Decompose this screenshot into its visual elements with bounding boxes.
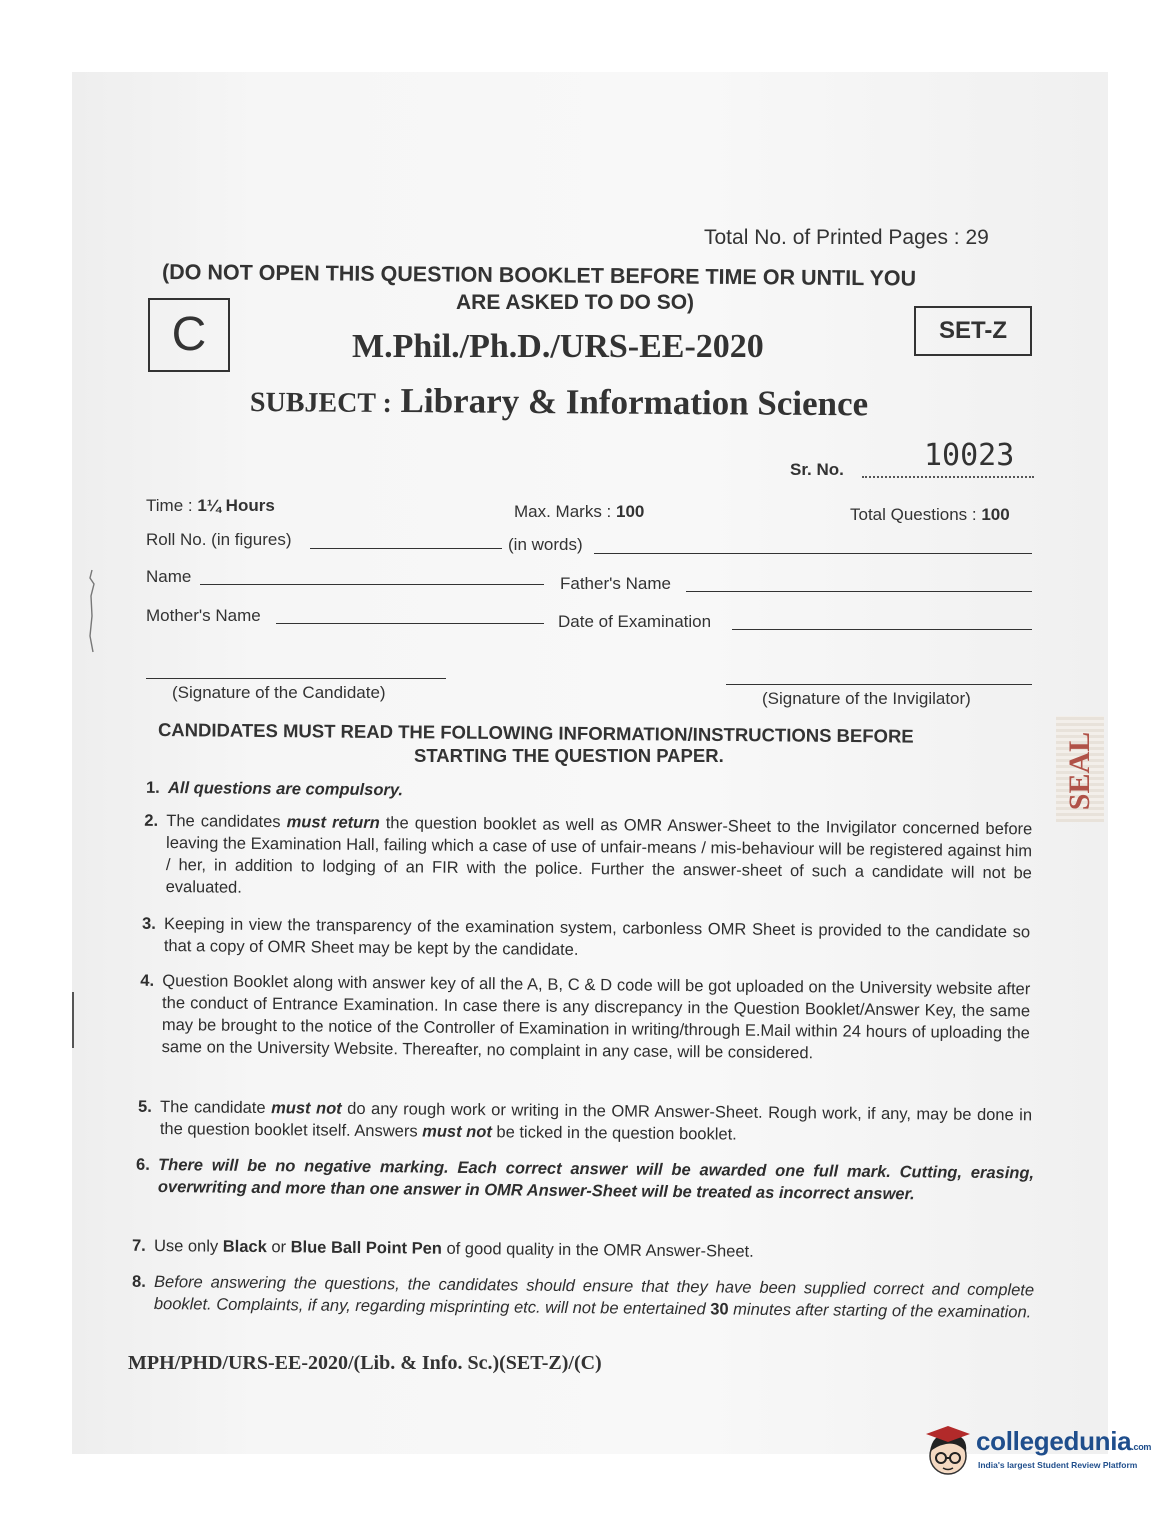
- instruction-number: 2.: [144, 811, 159, 830]
- total-q-label: Total Questions :: [850, 505, 982, 524]
- instruction-5-text-e: be ticked in the question booklet.: [491, 1123, 737, 1144]
- instruction-7-text-e: of good quality in the OMR Answer-Sheet.: [441, 1239, 754, 1261]
- instructions-heading-2: STARTING THE QUESTION PAPER.: [414, 745, 724, 766]
- name-label: Name: [146, 567, 192, 586]
- pen-mark: [82, 566, 102, 656]
- booklet-code: C: [171, 308, 207, 361]
- total-questions-info: [850, 505, 1010, 525]
- mascot-icon: [918, 1422, 978, 1482]
- date-exam-label: Date of Examination: [558, 612, 712, 631]
- collegedunia-logo: [918, 1420, 1168, 1510]
- instruction-8-text-a: Before answering the questions, the candidates should ensure that they have been supplied correct and complete booklet. Complaints, if any, regarding misprinting etc. will not be entertained: [153, 1273, 1035, 1319]
- instruction-5-emphasis-2: must not: [422, 1122, 492, 1142]
- candidate-signature-line[interactable]: [146, 678, 446, 679]
- warning-line-2: ARE ASKED TO DO SO): [456, 291, 695, 314]
- seal-strip: [1056, 716, 1104, 822]
- father-name-field[interactable]: [686, 591, 1032, 592]
- booklet-code-box: [148, 298, 230, 372]
- instruction-6: [136, 1154, 1035, 1206]
- instruction-3: [142, 913, 1031, 965]
- father-name-label: Father's Name: [560, 574, 671, 593]
- set-box: [914, 306, 1032, 356]
- instruction-2-emphasis: must return: [286, 813, 380, 833]
- time-label: Time :: [146, 496, 198, 515]
- instruction-2-text-a: The candidates: [166, 812, 287, 832]
- date-exam-field[interactable]: [732, 629, 1032, 630]
- instruction-8-text-c: minutes after starting of the examination.: [728, 1300, 1032, 1322]
- instruction-5-emphasis-1: must not: [271, 1099, 342, 1118]
- instruction-3-text: Keeping in view the transparency of the examination system, carbonless OMR Sheet is provided to the candidate so that a copy of OMR Sheet may be kept by the candidate.: [163, 915, 1031, 959]
- instruction-7-text-a: Use only: [153, 1237, 223, 1256]
- subject-name: Library & Information Science: [400, 381, 869, 424]
- instruction-2: [144, 810, 1033, 906]
- instruction-5-text-c: do any rough work or writing in the OMR Answer-Sheet. Rough work, if any, may be done in the question booklet itself. Answers: [159, 1099, 1033, 1141]
- warning-line-1: (DO NOT OPEN THIS QUESTION BOOKLET BEFORE TIME OR UNTIL YOU: [161, 260, 917, 291]
- instruction-number: 1.: [145, 778, 160, 797]
- instruction-number: 7.: [131, 1236, 146, 1255]
- instruction-5-text-a: The candidate: [160, 1098, 272, 1118]
- total-pages: Total No. of Printed Pages : 29: [704, 226, 989, 249]
- brand-suffix: .com: [1131, 1442, 1152, 1452]
- roll-figures-field[interactable]: [310, 548, 502, 549]
- mother-name-label: Mother's Name: [146, 606, 261, 625]
- instructions-heading-1: CANDIDATES MUST READ THE FOLLOWING INFORMATION/INSTRUCTIONS BEFORE: [157, 719, 914, 747]
- instruction-5: [138, 1096, 1033, 1148]
- instruction-1-text: All questions are compulsory.: [167, 779, 404, 800]
- instruction-4-text: Question Booklet along with answer key of all the A, B, C & D code will be got uploaded on the University website after the conduct of Entrance Examination. In case there is any discrepancy in the Question Booklet/Answer Key, the same may be brought to the notice of the Controller of Examination in writing/through E.Mail within 24 hours of uploading the same on the University Website. Thereafter, no complaint in any case, will be considered.: [161, 972, 1031, 1063]
- time-value: 1¼ Hours: [197, 496, 275, 515]
- instruction-number: 8.: [132, 1272, 146, 1291]
- brand-name: [976, 1426, 1151, 1457]
- sr-label: Sr. No.: [790, 460, 844, 479]
- brand-tagline: India's largest Student Review Platform: [978, 1460, 1138, 1470]
- instruction-7-pen: Blue Ball Point Pen: [290, 1238, 443, 1258]
- invigilator-signature-label: (Signature of the Invigilator): [762, 689, 971, 708]
- roll-words-field[interactable]: [594, 553, 1032, 554]
- instruction-number: 4.: [140, 971, 155, 990]
- time-info: [146, 496, 275, 516]
- name-field[interactable]: [200, 584, 544, 585]
- instruction-number: 3.: [142, 914, 156, 933]
- set-label: SET-Z: [938, 317, 1007, 344]
- instruction-8: [132, 1271, 1035, 1323]
- sr-dotted-line: [862, 476, 1034, 478]
- max-marks-label: Max. Marks :: [514, 502, 617, 521]
- pen-mark-2: [66, 990, 80, 1050]
- invigilator-signature-line[interactable]: [726, 684, 1032, 685]
- footer-code: MPH/PHD/URS-EE-2020/(Lib. & Info. Sc.)(SET-Z)/(C): [128, 1352, 602, 1374]
- instruction-number: 5.: [138, 1097, 152, 1116]
- instruction-8-minutes: 30: [710, 1300, 729, 1319]
- roll-words-label: (in words): [508, 535, 583, 554]
- instruction-7-text-c: or: [266, 1238, 291, 1257]
- brand-wordmark: collegedunia: [976, 1426, 1132, 1456]
- instruction-number: 6.: [136, 1155, 150, 1174]
- subject-heading: [250, 380, 868, 424]
- mother-name-field[interactable]: [276, 623, 544, 624]
- instruction-2-text-c: the question booklet as well as OMR Answer-Sheet to the Invigilator concerned before leaving the Examination Hall, failing which a case of use of unfair-means / mis-behaviour will be registered against him / her, in addition to lodging of an FIR with the police. Further the answer-sheet of such a candidate will not be evaluated.: [165, 814, 1033, 897]
- seal-text: SEAL: [1063, 731, 1096, 811]
- subject-label: SUBJECT :: [249, 387, 392, 419]
- instruction-6-text: There will be no negative marking. Each correct answer will be awarded one full mark. Cutting, erasing, overwriting and more than one answer in OMR Answer-Sheet will be treated as incorrect answer.: [157, 1156, 1035, 1204]
- roll-figures-label: Roll No. (in figures): [146, 530, 292, 549]
- instruction-7-black: Black: [222, 1237, 267, 1257]
- candidate-signature-label: (Signature of the Candidate): [172, 683, 386, 702]
- instruction-4: [140, 970, 1031, 1066]
- sr-value: 10023: [924, 438, 1015, 473]
- max-marks-value: 100: [616, 502, 645, 521]
- max-marks-info: [514, 502, 644, 522]
- total-q-value: 100: [981, 505, 1010, 524]
- exam-title: M.Phil./Ph.D./URS-EE-2020: [352, 328, 764, 365]
